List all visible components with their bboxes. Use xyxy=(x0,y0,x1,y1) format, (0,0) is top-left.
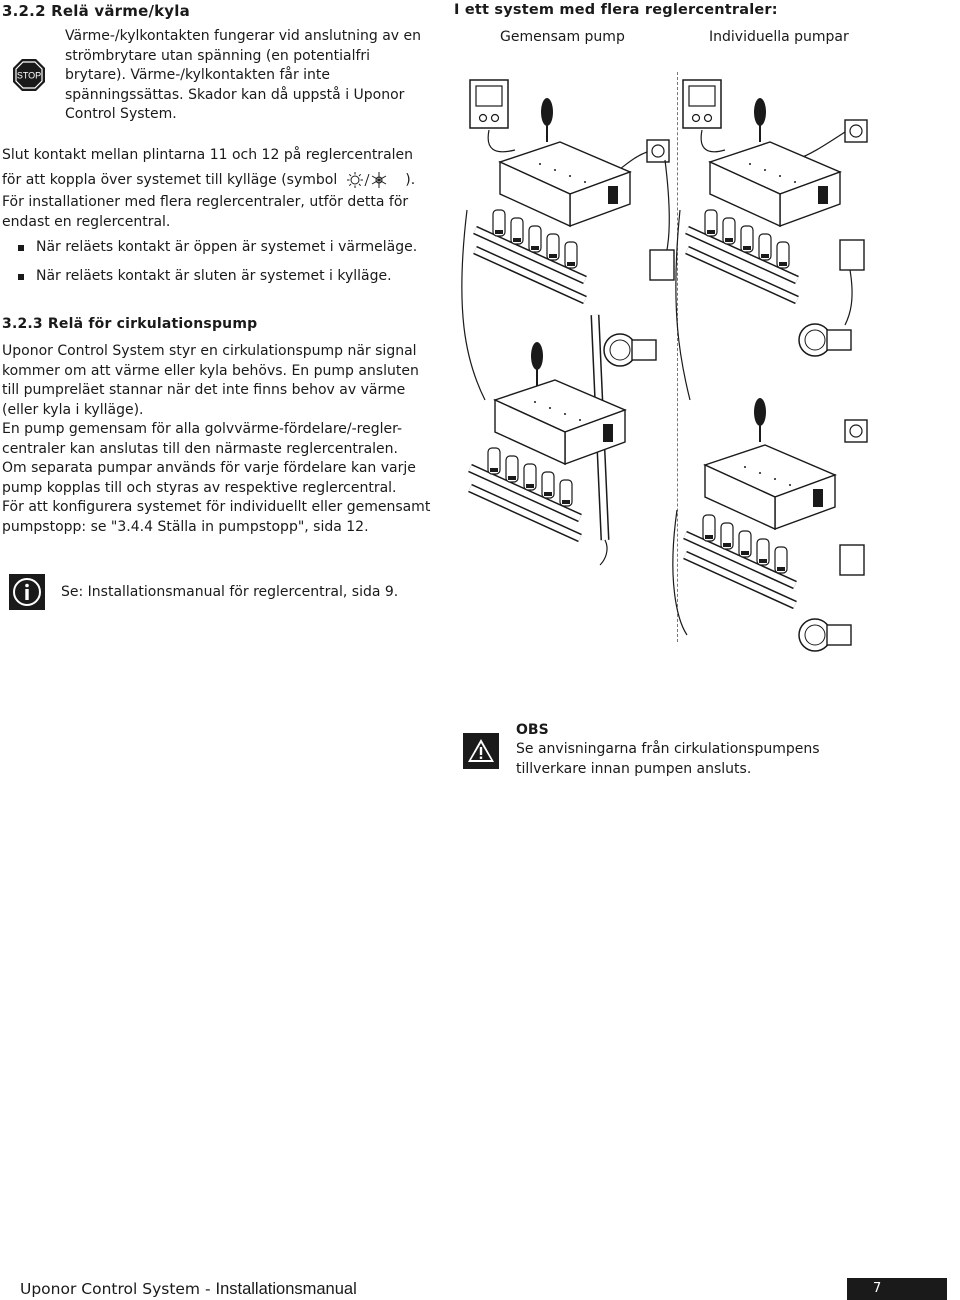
paragraph-line: kommer om att värme eller kyla behövs. En pump ansluten xyxy=(2,362,419,379)
stop-line: spänningssättas. Skador kan då uppstå i Uponor xyxy=(65,86,405,103)
paragraph-line-text: för att koppla över systemet till kylläge (symbol xyxy=(2,171,338,188)
section-heading-322: 3.2.2 Relä värme/kyla xyxy=(2,2,190,20)
stop-line: Värme-/kylkontakten fungerar vid anslutning av en xyxy=(65,28,422,44)
paragraph-line: För installationer med flera reglercentraler, utför detta för xyxy=(2,194,409,210)
installation-diagram xyxy=(455,60,955,660)
paragraph-line: Uponor Control System styr en cirkulationspump när signal xyxy=(2,343,417,359)
svg-text:STOP: STOP xyxy=(16,70,42,81)
info-icon xyxy=(9,574,45,610)
paragraph-line: endast en reglercentral. xyxy=(2,213,171,230)
paragraph-line: (eller kyla i kylläge). xyxy=(2,401,144,418)
paragraph-line: pump kopplas till och styras av respektive reglercentral. xyxy=(2,479,397,496)
figure-title: I ett system med flera reglercentraler: xyxy=(454,2,778,18)
paragraph-line: centraler kan anslutas till den närmaste reglercentralen. xyxy=(2,440,398,457)
sun-snowflake-icon xyxy=(345,171,401,189)
bullet-square-icon xyxy=(18,245,24,251)
paragraph-line: En pump gemensam för alla golvvärme-fördelare/-regler- xyxy=(2,421,403,437)
bullet-text: När reläets kontakt är sluten är systemet i kylläge. xyxy=(36,268,392,284)
heat-cool-symbol xyxy=(345,171,401,189)
page-number-box xyxy=(847,1278,947,1300)
stop-line: brytare). Värme-/kylkontakten får inte xyxy=(65,67,331,83)
paragraph-line: Om separata pumpar används för varje fördelare kan varje xyxy=(2,460,416,476)
paragraph-line-text: ). xyxy=(405,171,416,188)
paragraph-line: pumpstopp: se "3.4.4 Ställa in pumpstopp", sida 12. xyxy=(2,518,369,535)
paragraph-line xyxy=(2,171,452,191)
page-number: 7 xyxy=(873,1281,882,1296)
footer-manual-name: Installationsmanual xyxy=(215,1280,357,1298)
obs-line: tillverkare innan pumpen ansluts. xyxy=(516,760,752,777)
paragraph-circulation-pump xyxy=(2,342,452,537)
obs-line: Se anvisningarna från cirkulationspumpens xyxy=(516,741,820,757)
paragraph-line: För att konfigurera systemet för individuellt eller gemensamt xyxy=(2,499,431,515)
paragraph-contact-close xyxy=(2,146,452,190)
stop-icon xyxy=(12,58,46,92)
stop-warning-text xyxy=(65,27,445,125)
bullet-square-icon xyxy=(18,274,24,280)
paragraph-multiple-controllers xyxy=(2,193,452,232)
paragraph-line: till pumpreläet stannar när det inte finns behov av värme xyxy=(2,382,406,398)
section-heading-323: 3.2.3 Relä för cirkulationspump xyxy=(2,316,258,332)
stop-line: strömbrytare utan spänning (en potentialfri xyxy=(65,47,371,64)
bullet-item xyxy=(18,238,417,258)
info-note-text: Se: Installationsmanual för reglercentral, sida 9. xyxy=(61,584,399,600)
footer-doc-title xyxy=(20,1279,357,1299)
bullet-item xyxy=(18,267,392,287)
stop-line: Control System. xyxy=(65,106,177,122)
obs-title: OBS xyxy=(516,722,549,738)
footer-product-name: Uponor Control System - xyxy=(20,1280,216,1298)
figure-label-individual-pumps: Individuella pumpar xyxy=(709,29,849,45)
bullet-text: När reläets kontakt är öppen är systemet i värmeläge. xyxy=(36,239,418,255)
figure-label-common-pump: Gemensam pump xyxy=(500,29,625,45)
obs-text xyxy=(516,740,856,779)
paragraph-line: Slut kontakt mellan plintarna 11 och 12 på reglercentralen xyxy=(2,147,414,163)
warning-icon xyxy=(463,733,499,769)
